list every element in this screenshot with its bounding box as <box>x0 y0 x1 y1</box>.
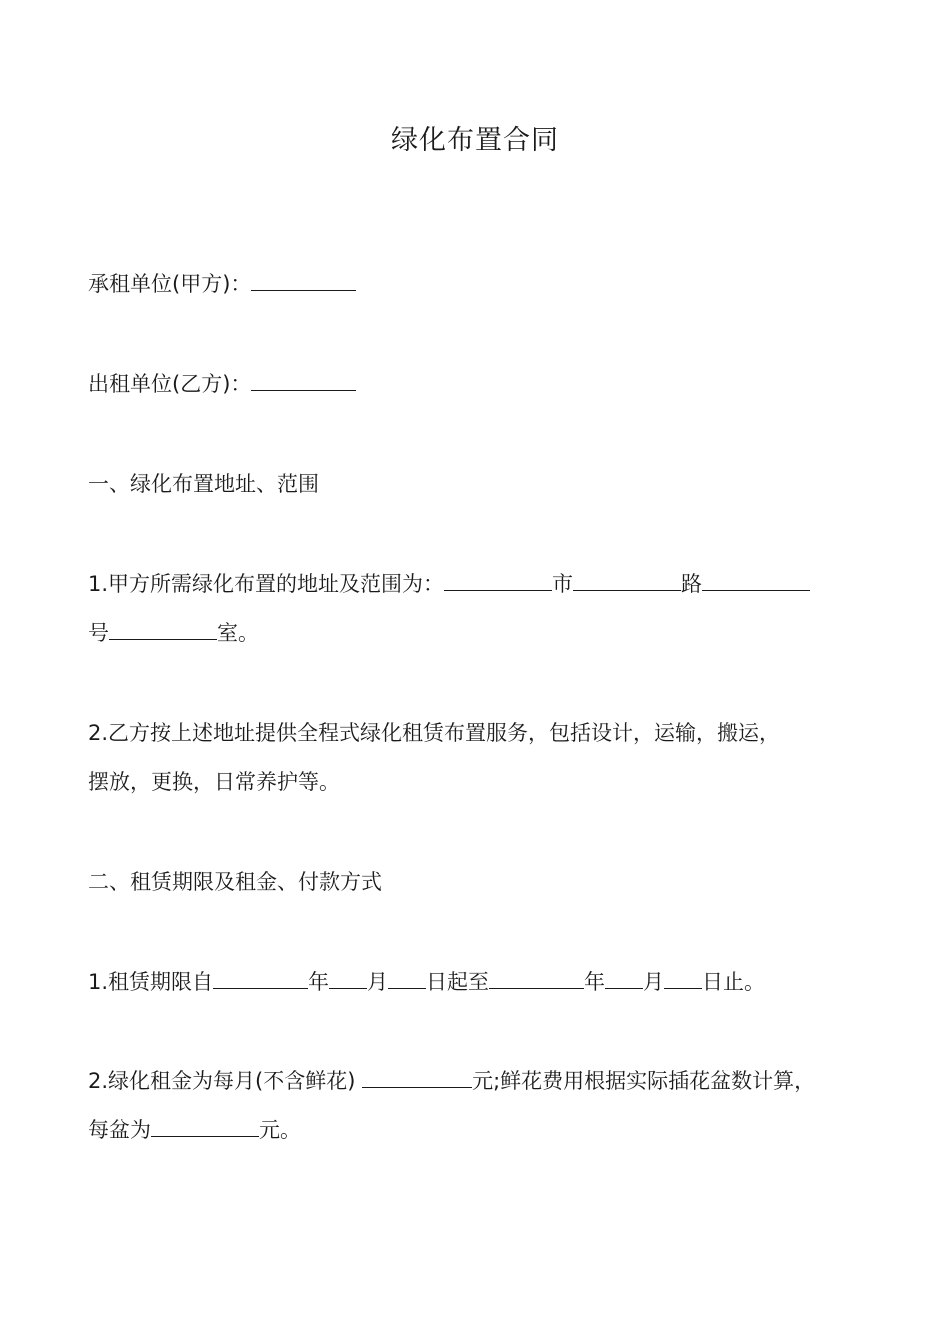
road-label: 路 <box>681 572 703 596</box>
section1-item1-line2 <box>88 609 878 658</box>
section2-item2 <box>88 1057 878 1155</box>
section2-item2-line1 <box>88 1057 878 1106</box>
number-label: 号 <box>88 621 109 645</box>
document-title: 绿化布置合同 <box>391 125 559 156</box>
per-pot-unit: 元。 <box>259 1118 301 1142</box>
section2-item2-line2 <box>88 1106 878 1155</box>
section1-item2 <box>88 709 878 807</box>
per-pot-blank <box>151 1116 259 1137</box>
section1-item1 <box>88 560 878 658</box>
section2-heading: 二、租赁期限及租金、付款方式 <box>88 870 382 894</box>
room-blank <box>109 619 217 640</box>
end-month-blank <box>605 968 643 989</box>
city-blank <box>444 570 552 591</box>
room-label: 室。 <box>217 621 259 645</box>
end-month-label: 月 <box>643 970 665 994</box>
city-label: 市 <box>552 572 574 596</box>
start-day-label: 日起至 <box>426 970 490 994</box>
start-day-blank <box>388 968 426 989</box>
party-a-blank <box>251 270 356 291</box>
rent-label: 2.绿化租金为每月(不含鲜花) <box>88 1069 363 1093</box>
start-year-label: 年 <box>308 970 330 994</box>
party-b-label: 出租单位(乙方)： <box>88 372 252 396</box>
party-a-line <box>88 260 878 309</box>
number-blank <box>702 570 810 591</box>
party-a-label: 承租单位(甲方)： <box>88 272 252 296</box>
address-label: 1.甲方所需绿化布置的地址及范围为： <box>88 572 445 596</box>
end-day-blank <box>664 968 702 989</box>
section2-item1 <box>88 958 878 1007</box>
start-month-label: 月 <box>367 970 389 994</box>
section1-item1-line1 <box>88 560 878 609</box>
section1-item2-line1: 2.乙方按上述地址提供全程式绿化租赁布置服务，包括设计，运输，搬运， <box>88 721 781 745</box>
end-year-blank <box>489 968 584 989</box>
party-b-blank <box>251 370 356 391</box>
end-year-label: 年 <box>584 970 606 994</box>
party-b-line <box>88 360 878 409</box>
flower-fee-label: 元;鲜花费用根据实际插花盆数计算， <box>472 1069 816 1093</box>
rent-blank <box>362 1067 472 1088</box>
term-label: 1.租赁期限自 <box>88 970 214 994</box>
start-month-blank <box>329 968 367 989</box>
per-pot-label: 每盆为 <box>88 1118 151 1142</box>
section1-item2-line2: 摆放，更换，日常养护等。 <box>88 770 340 794</box>
end-day-label: 日止。 <box>702 970 766 994</box>
start-year-blank <box>213 968 308 989</box>
road-blank <box>573 570 681 591</box>
section1-heading: 一、绿化布置地址、范围 <box>88 472 319 496</box>
